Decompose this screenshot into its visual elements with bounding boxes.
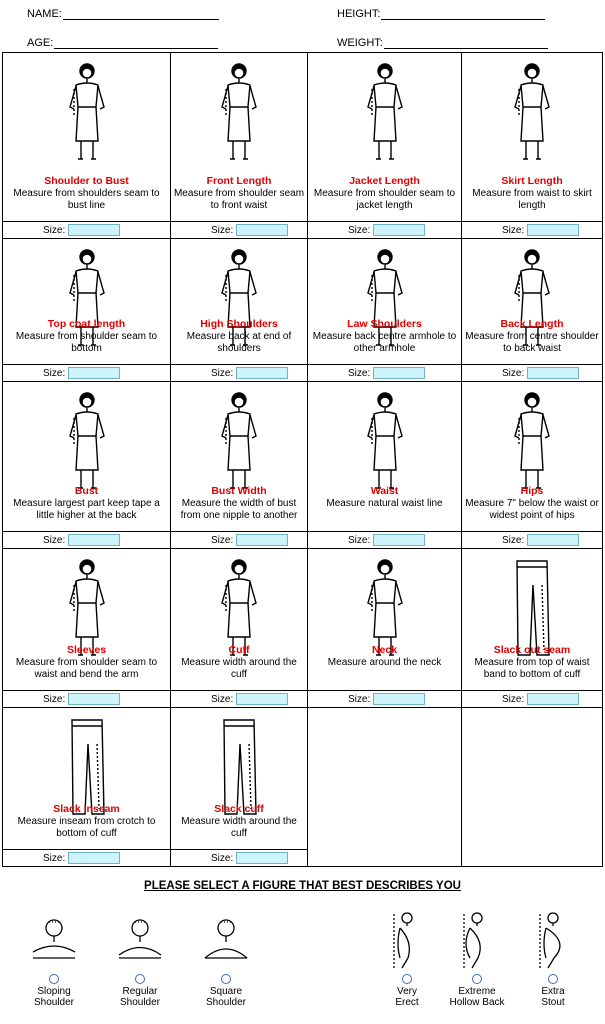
- measurement-cell: [3, 53, 171, 239]
- size-label: Size:: [211, 534, 234, 546]
- measurement-description: Measure from shoulder seam to waist and bend the arm: [15, 657, 158, 680]
- measurement-title: Slack cuff: [214, 803, 264, 815]
- figure-option-label-line2: Stout: [541, 997, 565, 1008]
- woman-figure-icon: [497, 388, 567, 498]
- weight-field[interactable]: [337, 37, 548, 49]
- height-label: HEIGHT:: [337, 8, 381, 20]
- size-row: [308, 690, 461, 707]
- size-input[interactable]: [527, 367, 579, 379]
- figure-option-label-line2: Erect: [395, 997, 419, 1008]
- figure-option[interactable]: [372, 910, 442, 1008]
- measurement-cell: [171, 53, 308, 239]
- figure-option-label-line1: Square: [209, 986, 243, 997]
- size-input[interactable]: [527, 693, 579, 705]
- size-input[interactable]: [527, 534, 579, 546]
- measurement-description: Measure from shoulder seam to jacket length: [313, 188, 456, 211]
- size-label: Size:: [348, 224, 371, 236]
- figure-option-label-line2: Shoulder: [33, 997, 75, 1008]
- figure-option[interactable]: [105, 910, 175, 1008]
- size-label: Size:: [502, 693, 525, 705]
- measurement-description: Measure 7" below the waist or widest point of hips: [465, 498, 599, 521]
- measurement-illustration: [204, 59, 274, 174]
- size-input[interactable]: [68, 852, 120, 864]
- measurement-description: Measure width around the cuff: [181, 657, 297, 680]
- figure-option-label-line1: Regular: [122, 986, 158, 997]
- measurement-title: Neck: [371, 644, 398, 656]
- measurement-description: Measure from top of waist band to bottom of cuff: [474, 657, 590, 680]
- figure-radio[interactable]: [49, 974, 59, 984]
- measurement-cell: [171, 708, 308, 867]
- measurement-description: Measure from centre shoulder to back waist: [465, 331, 599, 354]
- measurement-description: Measure from waist to skirt length: [472, 188, 592, 211]
- measurement-cell: [308, 549, 462, 708]
- size-row: [3, 221, 170, 238]
- size-row: [462, 364, 602, 381]
- measurement-description: Measure natural waist line: [326, 498, 443, 509]
- measurement-illustration: [52, 59, 122, 174]
- measurement-illustration: [350, 59, 420, 174]
- name-field[interactable]: [27, 8, 219, 20]
- measurement-description: Measure largest part keep tape a little higher at the back: [13, 498, 160, 521]
- size-label: Size:: [43, 534, 66, 546]
- size-row: [171, 690, 307, 707]
- size-input[interactable]: [373, 224, 425, 236]
- size-row: [3, 531, 170, 548]
- weight-input-line[interactable]: [384, 38, 548, 49]
- size-label: Size:: [211, 852, 234, 864]
- size-row: [171, 221, 307, 238]
- figure-option-label-line1: Very: [396, 986, 417, 997]
- size-row: [308, 221, 461, 238]
- empty-cell: [462, 708, 602, 867]
- shoulder-figure-icon: [115, 910, 165, 970]
- measurement-title: Slack inseam: [53, 803, 120, 815]
- height-input-line[interactable]: [381, 9, 545, 20]
- measurement-title: Jacket Length: [349, 175, 420, 187]
- weight-label: WEIGHT:: [337, 37, 383, 49]
- measurement-cell: [462, 239, 602, 382]
- size-input[interactable]: [68, 534, 120, 546]
- measurement-cell: [3, 239, 171, 382]
- measurement-description: Measure width around the cuff: [181, 816, 297, 839]
- size-input[interactable]: [68, 367, 120, 379]
- size-row: [462, 221, 602, 238]
- measurement-cell: [171, 239, 308, 382]
- figure-radio[interactable]: [402, 974, 412, 984]
- figure-option-label-line2: Shoulder: [119, 997, 161, 1008]
- size-row: [3, 849, 170, 866]
- size-input[interactable]: [68, 224, 120, 236]
- size-label: Size:: [502, 534, 525, 546]
- size-label: Size:: [502, 367, 525, 379]
- measurement-description: Measure the width of bust from one nipple to another: [180, 498, 298, 521]
- measurement-description: Measure from shoulder seam to front waist: [173, 188, 305, 211]
- woman-figure-icon: [204, 388, 274, 498]
- size-label: Size:: [348, 693, 371, 705]
- size-label: Size:: [43, 224, 66, 236]
- measurement-cell: [3, 549, 171, 708]
- posture-figure-icon: [528, 910, 578, 970]
- measurement-description: Measure inseam from crotch to bottom of cuff: [17, 816, 156, 839]
- size-label: Size:: [43, 367, 66, 379]
- size-input[interactable]: [68, 693, 120, 705]
- measurement-title: Bust: [74, 485, 99, 497]
- measurement-title: Skirt Length: [501, 175, 563, 187]
- figure-radio[interactable]: [548, 974, 558, 984]
- woman-figure-icon: [350, 59, 420, 169]
- posture-figure-icon: [452, 910, 502, 970]
- measurement-description: Measure around the neck: [327, 657, 442, 668]
- size-input[interactable]: [373, 693, 425, 705]
- figure-selection-section: [0, 868, 605, 1024]
- age-label: AGE:: [27, 37, 54, 49]
- figure-radio[interactable]: [135, 974, 145, 984]
- height-field[interactable]: [337, 8, 545, 20]
- measurement-description: Measure back at end of shoulders: [186, 331, 292, 354]
- figure-radio[interactable]: [472, 974, 482, 984]
- measurement-cell: [462, 549, 602, 708]
- measurement-title: Cuff: [228, 644, 250, 656]
- size-row: [462, 531, 602, 548]
- measurement-title: Hips: [520, 485, 544, 497]
- measurement-description: Measure from shoulders seam to bust line: [13, 188, 160, 211]
- size-row: [171, 849, 307, 866]
- size-row: [462, 690, 602, 707]
- measurement-grid: [2, 52, 603, 867]
- measurement-cell: [462, 53, 602, 239]
- size-row: [308, 531, 461, 548]
- size-label: Size:: [211, 367, 234, 379]
- age-input-line[interactable]: [54, 38, 218, 49]
- measurement-title: Shoulder to Bust: [44, 175, 129, 187]
- shoulder-figure-icon: [201, 910, 251, 970]
- figure-option[interactable]: [191, 910, 261, 1008]
- size-row: [171, 364, 307, 381]
- size-row: [3, 364, 170, 381]
- figure-option[interactable]: [442, 910, 512, 1008]
- measurement-cell: [308, 382, 462, 549]
- figure-option-label-line1: Extra: [541, 986, 565, 997]
- size-label: Size:: [502, 224, 525, 236]
- measurement-title: Sleeves: [66, 644, 107, 656]
- shoulder-figure-icon: [29, 910, 79, 970]
- measurement-cell: [308, 239, 462, 382]
- measurement-cell: [462, 382, 602, 549]
- size-input[interactable]: [236, 852, 288, 864]
- measurement-cell: [171, 382, 308, 549]
- measurement-description: Measure back centre armhole to other armhole: [312, 331, 457, 354]
- form-header: [0, 0, 605, 52]
- woman-figure-icon: [52, 59, 122, 169]
- size-label: Size:: [348, 534, 371, 546]
- name-input-line[interactable]: [63, 9, 219, 20]
- woman-figure-icon: [52, 388, 122, 498]
- figure-option[interactable]: [19, 910, 89, 1008]
- size-input[interactable]: [527, 224, 579, 236]
- name-label: NAME:: [27, 8, 62, 20]
- measurement-title: Top coat length: [47, 318, 126, 330]
- posture-figure-icon: [382, 910, 432, 970]
- figure-option-label-line2: Hollow Back: [449, 997, 505, 1008]
- size-label: Size:: [43, 693, 66, 705]
- size-input[interactable]: [373, 367, 425, 379]
- size-input[interactable]: [236, 224, 288, 236]
- figure-prompt: PLEASE SELECT A FIGURE THAT BEST DESCRIBES YOU: [144, 880, 461, 892]
- age-field[interactable]: [27, 37, 218, 49]
- size-label: Size:: [211, 224, 234, 236]
- figure-radio[interactable]: [221, 974, 231, 984]
- measurement-title: Bust Width: [211, 485, 267, 497]
- measurement-cell: [3, 382, 171, 549]
- size-input[interactable]: [236, 693, 288, 705]
- woman-figure-icon: [204, 59, 274, 169]
- size-input[interactable]: [236, 367, 288, 379]
- size-input[interactable]: [373, 534, 425, 546]
- figure-option-label-line1: Sloping: [37, 986, 71, 997]
- woman-figure-icon: [350, 388, 420, 498]
- measurement-cell: [308, 53, 462, 239]
- measurement-title: High Shoulders: [200, 318, 278, 330]
- size-row: [308, 364, 461, 381]
- figure-option-label-line1: Extreme: [458, 986, 496, 997]
- measurement-title: Front Length: [206, 175, 272, 187]
- measurement-title: Law Shoulders: [347, 318, 422, 330]
- measurement-title: Back Length: [500, 318, 564, 330]
- size-row: [3, 690, 170, 707]
- figure-option-label-line2: Shoulder: [205, 997, 247, 1008]
- measurement-title: Waist: [370, 485, 399, 497]
- size-label: Size:: [348, 367, 371, 379]
- size-row: [171, 531, 307, 548]
- woman-figure-icon: [497, 59, 567, 169]
- size-label: Size:: [211, 693, 234, 705]
- size-label: Size:: [43, 852, 66, 864]
- size-input[interactable]: [236, 534, 288, 546]
- measurement-description: Measure from shoulder seam to bottom: [15, 331, 158, 354]
- empty-cell: [308, 708, 462, 867]
- measurement-cell: [3, 708, 171, 867]
- measurement-cell: [171, 549, 308, 708]
- measurement-illustration: [497, 59, 567, 174]
- measurement-title: Slack out seam: [493, 644, 571, 656]
- figure-option[interactable]: [518, 910, 588, 1008]
